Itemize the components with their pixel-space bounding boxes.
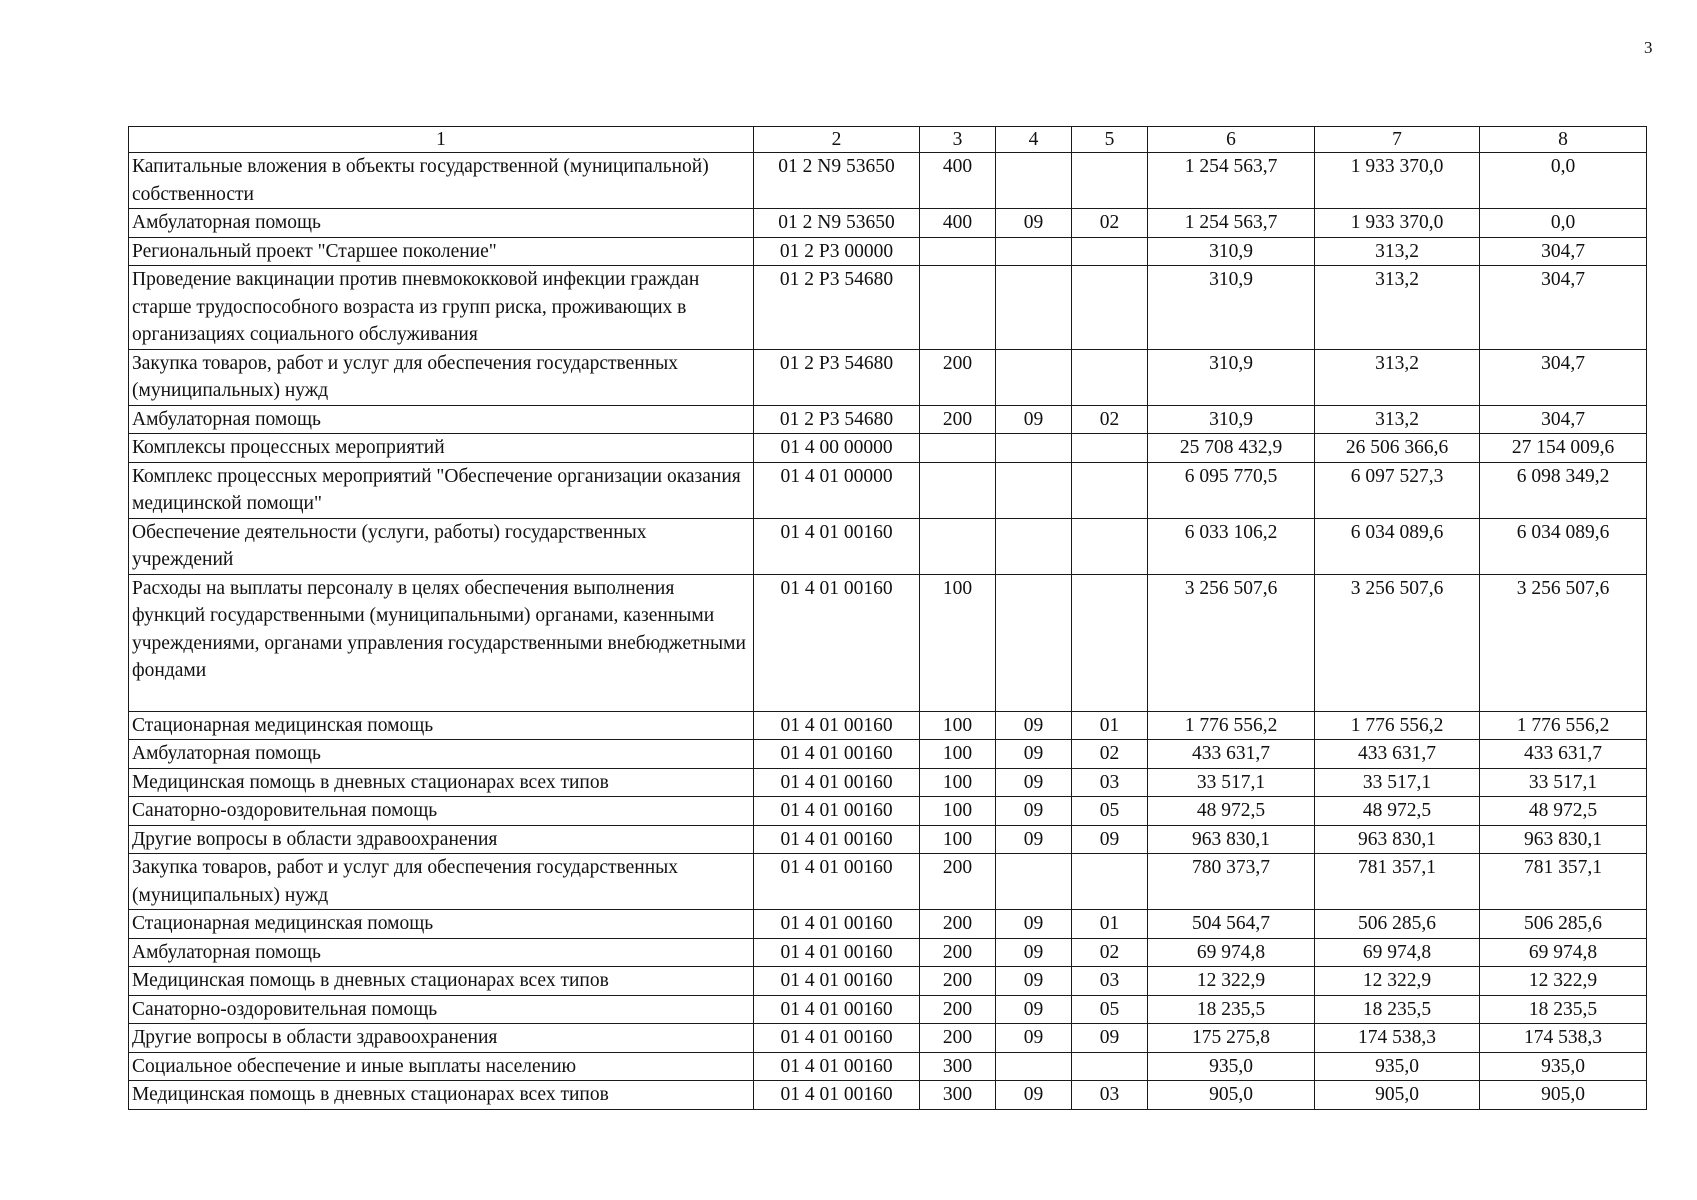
row-value6-cell: 175 275,8 (1148, 1024, 1315, 1053)
column-header-6: 6 (1148, 127, 1315, 153)
row-value6-cell: 963 830,1 (1148, 825, 1315, 854)
row-name-cell: Комплексы процессных мероприятий (129, 434, 754, 463)
row-value8-cell: 12 322,9 (1480, 967, 1647, 996)
row-value7-cell: 1 776 556,2 (1315, 711, 1480, 740)
row-value8-cell: 781 357,1 (1480, 854, 1647, 910)
row-value7-cell: 313,2 (1315, 405, 1480, 434)
table-row (129, 854, 1647, 910)
row-value8-cell: 48 972,5 (1480, 797, 1647, 826)
row-name-cell: Капитальные вложения в объекты государственной (муниципальной) собственности (129, 153, 754, 209)
table-row (129, 349, 1647, 405)
row-section-cell: 09 (996, 1024, 1072, 1053)
row-col3-cell: 300 (920, 1081, 996, 1110)
row-section-cell: 09 (996, 825, 1072, 854)
row-code-cell: 01 4 01 00160 (754, 1052, 920, 1081)
row-section-cell: 09 (996, 797, 1072, 826)
row-value7-cell: 433 631,7 (1315, 740, 1480, 769)
table-row (129, 462, 1647, 518)
row-code-cell: 01 4 01 00160 (754, 967, 920, 996)
row-name-cell: Расходы на выплаты персоналу в целях обеспечения выполнения функций государственными (муниципальными) органами, казенными учреждениями, органами управления государственными внебюджетными фондами (129, 574, 754, 711)
row-subsection-cell: 09 (1072, 1024, 1148, 1053)
row-value6-cell: 1 776 556,2 (1148, 711, 1315, 740)
row-code-cell: 01 4 01 00160 (754, 1024, 920, 1053)
row-value7-cell: 313,2 (1315, 349, 1480, 405)
row-section-cell: 09 (996, 910, 1072, 939)
table-row (129, 1052, 1647, 1081)
row-name-cell: Обеспечение деятельности (услуги, работы) государственных учреждений (129, 518, 754, 574)
row-name-cell: Стационарная медицинская помощь (129, 910, 754, 939)
row-col3-cell: 100 (920, 711, 996, 740)
table-row (129, 434, 1647, 463)
row-subsection-cell: 03 (1072, 1081, 1148, 1110)
row-section-cell (996, 434, 1072, 463)
budget-table (128, 126, 1647, 1110)
row-code-cell: 01 4 01 00160 (754, 1081, 920, 1110)
row-name-cell: Амбулаторная помощь (129, 405, 754, 434)
row-subsection-cell (1072, 854, 1148, 910)
row-section-cell (996, 574, 1072, 711)
row-value6-cell: 6 095 770,5 (1148, 462, 1315, 518)
row-subsection-cell: 05 (1072, 797, 1148, 826)
row-value7-cell: 905,0 (1315, 1081, 1480, 1110)
row-value6-cell: 48 972,5 (1148, 797, 1315, 826)
row-section-cell (996, 237, 1072, 266)
row-value8-cell: 963 830,1 (1480, 825, 1647, 854)
row-value7-cell: 6 097 527,3 (1315, 462, 1480, 518)
row-subsection-cell (1072, 349, 1148, 405)
column-header-5: 5 (1072, 127, 1148, 153)
row-value8-cell: 0,0 (1480, 209, 1647, 238)
table-row (129, 574, 1647, 711)
row-subsection-cell (1072, 518, 1148, 574)
row-code-cell: 01 4 01 00160 (754, 910, 920, 939)
row-col3-cell: 200 (920, 910, 996, 939)
table-row (129, 711, 1647, 740)
row-value6-cell: 18 235,5 (1148, 995, 1315, 1024)
row-value7-cell: 935,0 (1315, 1052, 1480, 1081)
row-section-cell: 09 (996, 768, 1072, 797)
row-col3-cell (920, 434, 996, 463)
row-col3-cell (920, 266, 996, 350)
row-subsection-cell: 01 (1072, 711, 1148, 740)
table-row (129, 209, 1647, 238)
row-code-cell: 01 2 P3 00000 (754, 237, 920, 266)
row-value8-cell: 6 098 349,2 (1480, 462, 1647, 518)
column-header-8: 8 (1480, 127, 1647, 153)
row-subsection-cell: 01 (1072, 910, 1148, 939)
row-value7-cell: 26 506 366,6 (1315, 434, 1480, 463)
row-col3-cell: 400 (920, 209, 996, 238)
row-section-cell: 09 (996, 711, 1072, 740)
row-code-cell: 01 4 01 00160 (754, 854, 920, 910)
row-value6-cell: 310,9 (1148, 405, 1315, 434)
row-value7-cell: 781 357,1 (1315, 854, 1480, 910)
row-value8-cell: 69 974,8 (1480, 938, 1647, 967)
row-subsection-cell: 03 (1072, 967, 1148, 996)
row-subsection-cell (1072, 434, 1148, 463)
row-section-cell (996, 349, 1072, 405)
row-value6-cell: 905,0 (1148, 1081, 1315, 1110)
row-col3-cell: 100 (920, 797, 996, 826)
row-subsection-cell: 09 (1072, 825, 1148, 854)
row-value7-cell: 1 933 370,0 (1315, 209, 1480, 238)
row-subsection-cell (1072, 462, 1148, 518)
row-value8-cell: 935,0 (1480, 1052, 1647, 1081)
row-code-cell: 01 2 N9 53650 (754, 153, 920, 209)
row-value7-cell: 6 034 089,6 (1315, 518, 1480, 574)
row-code-cell: 01 4 01 00160 (754, 740, 920, 769)
row-value8-cell: 18 235,5 (1480, 995, 1647, 1024)
row-value6-cell: 504 564,7 (1148, 910, 1315, 939)
row-value6-cell: 935,0 (1148, 1052, 1315, 1081)
table-row (129, 967, 1647, 996)
row-code-cell: 01 4 01 00160 (754, 938, 920, 967)
row-subsection-cell (1072, 237, 1148, 266)
row-value6-cell: 310,9 (1148, 266, 1315, 350)
row-subsection-cell: 02 (1072, 209, 1148, 238)
row-subsection-cell: 02 (1072, 405, 1148, 434)
row-name-cell: Санаторно-оздоровительная помощь (129, 797, 754, 826)
row-section-cell: 09 (996, 995, 1072, 1024)
row-section-cell: 09 (996, 938, 1072, 967)
table-row (129, 768, 1647, 797)
row-col3-cell: 100 (920, 768, 996, 797)
row-name-cell: Медицинская помощь в дневных стационарах всех типов (129, 768, 754, 797)
row-section-cell (996, 1052, 1072, 1081)
row-name-cell: Закупка товаров, работ и услуг для обеспечения государственных (муниципальных) нужд (129, 349, 754, 405)
column-header-7: 7 (1315, 127, 1480, 153)
row-col3-cell: 100 (920, 740, 996, 769)
row-value6-cell: 6 033 106,2 (1148, 518, 1315, 574)
row-name-cell: Социальное обеспечение и иные выплаты населению (129, 1052, 754, 1081)
row-value8-cell: 0,0 (1480, 153, 1647, 209)
row-col3-cell: 200 (920, 967, 996, 996)
row-value8-cell: 304,7 (1480, 405, 1647, 434)
table-row (129, 825, 1647, 854)
row-col3-cell: 200 (920, 995, 996, 1024)
row-value6-cell: 780 373,7 (1148, 854, 1315, 910)
table-row (129, 237, 1647, 266)
row-section-cell: 09 (996, 967, 1072, 996)
row-value8-cell: 3 256 507,6 (1480, 574, 1647, 711)
row-section-cell (996, 854, 1072, 910)
row-col3-cell: 200 (920, 349, 996, 405)
row-value7-cell: 174 538,3 (1315, 1024, 1480, 1053)
row-name-cell: Другие вопросы в области здравоохранения (129, 1024, 754, 1053)
row-value8-cell: 174 538,3 (1480, 1024, 1647, 1053)
row-value7-cell: 313,2 (1315, 237, 1480, 266)
row-code-cell: 01 2 P3 54680 (754, 266, 920, 350)
row-value6-cell: 310,9 (1148, 237, 1315, 266)
row-name-cell: Амбулаторная помощь (129, 938, 754, 967)
row-value8-cell: 1 776 556,2 (1480, 711, 1647, 740)
row-name-cell: Амбулаторная помощь (129, 740, 754, 769)
row-value8-cell: 304,7 (1480, 349, 1647, 405)
table-row (129, 518, 1647, 574)
row-name-cell: Амбулаторная помощь (129, 209, 754, 238)
row-col3-cell (920, 462, 996, 518)
row-value7-cell: 18 235,5 (1315, 995, 1480, 1024)
column-header-3: 3 (920, 127, 996, 153)
row-value6-cell: 1 254 563,7 (1148, 153, 1315, 209)
row-value6-cell: 433 631,7 (1148, 740, 1315, 769)
row-value7-cell: 963 830,1 (1315, 825, 1480, 854)
row-section-cell (996, 518, 1072, 574)
row-value6-cell: 69 974,8 (1148, 938, 1315, 967)
row-code-cell: 01 2 N9 53650 (754, 209, 920, 238)
row-name-cell: Медицинская помощь в дневных стационарах всех типов (129, 1081, 754, 1110)
row-code-cell: 01 4 01 00160 (754, 797, 920, 826)
row-code-cell: 01 4 01 00160 (754, 995, 920, 1024)
row-subsection-cell: 02 (1072, 938, 1148, 967)
row-section-cell (996, 462, 1072, 518)
row-value7-cell: 506 285,6 (1315, 910, 1480, 939)
row-value6-cell: 33 517,1 (1148, 768, 1315, 797)
row-section-cell (996, 153, 1072, 209)
row-value8-cell: 506 285,6 (1480, 910, 1647, 939)
row-subsection-cell (1072, 1052, 1148, 1081)
row-col3-cell: 300 (920, 1052, 996, 1081)
table-row (129, 1024, 1647, 1053)
row-code-cell: 01 4 01 00000 (754, 462, 920, 518)
row-section-cell: 09 (996, 1081, 1072, 1110)
row-name-cell: Медицинская помощь в дневных стационарах всех типов (129, 967, 754, 996)
row-code-cell: 01 4 01 00160 (754, 768, 920, 797)
row-value6-cell: 1 254 563,7 (1148, 209, 1315, 238)
row-col3-cell: 200 (920, 1024, 996, 1053)
row-section-cell: 09 (996, 740, 1072, 769)
row-code-cell: 01 4 00 00000 (754, 434, 920, 463)
row-value8-cell: 6 034 089,6 (1480, 518, 1647, 574)
row-value6-cell: 3 256 507,6 (1148, 574, 1315, 711)
row-code-cell: 01 2 P3 54680 (754, 349, 920, 405)
table-row (129, 266, 1647, 350)
table-row (129, 405, 1647, 434)
row-value6-cell: 12 322,9 (1148, 967, 1315, 996)
row-col3-cell: 400 (920, 153, 996, 209)
row-value7-cell: 3 256 507,6 (1315, 574, 1480, 711)
row-code-cell: 01 2 P3 54680 (754, 405, 920, 434)
row-section-cell (996, 266, 1072, 350)
row-name-cell: Проведение вакцинации против пневмококковой инфекции граждан старше трудоспособного возраста из групп риска, проживающих в организациях социального обслуживания (129, 266, 754, 350)
table-header-row (129, 127, 1647, 153)
row-col3-cell (920, 518, 996, 574)
row-value7-cell: 313,2 (1315, 266, 1480, 350)
row-value8-cell: 27 154 009,6 (1480, 434, 1647, 463)
row-section-cell: 09 (996, 405, 1072, 434)
table-row (129, 153, 1647, 209)
table-row (129, 797, 1647, 826)
row-value8-cell: 905,0 (1480, 1081, 1647, 1110)
table-row (129, 995, 1647, 1024)
row-name-cell: Другие вопросы в области здравоохранения (129, 825, 754, 854)
row-col3-cell (920, 237, 996, 266)
row-value7-cell: 33 517,1 (1315, 768, 1480, 797)
row-name-cell: Санаторно-оздоровительная помощь (129, 995, 754, 1024)
row-value8-cell: 304,7 (1480, 266, 1647, 350)
row-value7-cell: 48 972,5 (1315, 797, 1480, 826)
row-subsection-cell: 02 (1072, 740, 1148, 769)
row-value7-cell: 1 933 370,0 (1315, 153, 1480, 209)
row-name-cell: Закупка товаров, работ и услуг для обеспечения государственных (муниципальных) нужд (129, 854, 754, 910)
row-col3-cell: 200 (920, 405, 996, 434)
row-subsection-cell (1072, 153, 1148, 209)
row-code-cell: 01 4 01 00160 (754, 825, 920, 854)
table-row (129, 740, 1647, 769)
column-header-1: 1 (129, 127, 754, 153)
row-col3-cell: 100 (920, 825, 996, 854)
row-subsection-cell (1072, 266, 1148, 350)
row-value8-cell: 304,7 (1480, 237, 1647, 266)
row-name-cell: Стационарная медицинская помощь (129, 711, 754, 740)
row-value8-cell: 33 517,1 (1480, 768, 1647, 797)
row-value6-cell: 25 708 432,9 (1148, 434, 1315, 463)
row-value7-cell: 69 974,8 (1315, 938, 1480, 967)
table-row (129, 1081, 1647, 1110)
row-name-cell: Региональный проект "Старшее поколение" (129, 237, 754, 266)
row-subsection-cell (1072, 574, 1148, 711)
row-code-cell: 01 4 01 00160 (754, 574, 920, 711)
row-col3-cell: 200 (920, 854, 996, 910)
row-section-cell: 09 (996, 209, 1072, 238)
row-value8-cell: 433 631,7 (1480, 740, 1647, 769)
row-col3-cell: 200 (920, 938, 996, 967)
page-number: 3 (1644, 38, 1653, 57)
row-subsection-cell: 03 (1072, 768, 1148, 797)
row-subsection-cell: 05 (1072, 995, 1148, 1024)
column-header-2: 2 (754, 127, 920, 153)
table-row (129, 910, 1647, 939)
row-code-cell: 01 4 01 00160 (754, 711, 920, 740)
row-value7-cell: 12 322,9 (1315, 967, 1480, 996)
table-row (129, 938, 1647, 967)
row-value6-cell: 310,9 (1148, 349, 1315, 405)
column-header-4: 4 (996, 127, 1072, 153)
row-code-cell: 01 4 01 00160 (754, 518, 920, 574)
row-col3-cell: 100 (920, 574, 996, 711)
row-name-cell: Комплекс процессных мероприятий "Обеспечение организации оказания медицинской помощи" (129, 462, 754, 518)
